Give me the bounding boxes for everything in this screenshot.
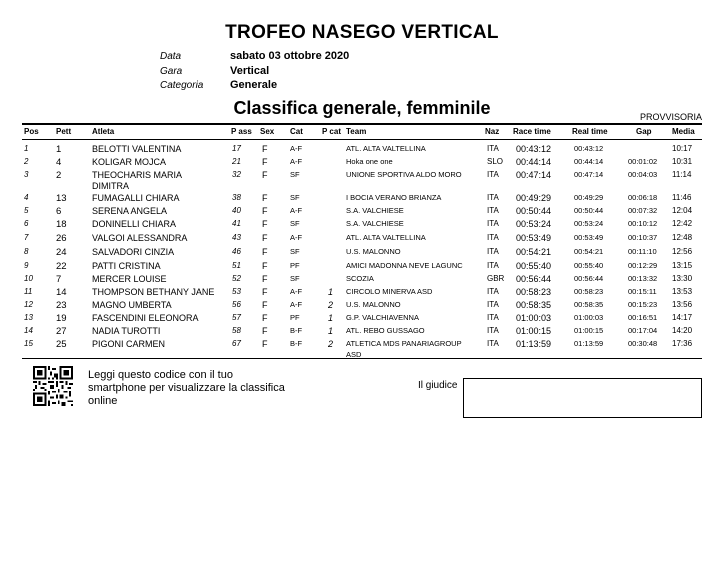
- cell-pos: 13: [24, 313, 33, 322]
- cell-real-time: 00:54:21: [574, 247, 604, 256]
- cell-gap: 00:17:04: [628, 326, 658, 335]
- cell-naz: ITA: [487, 206, 499, 215]
- cell-pett: 26: [56, 233, 67, 244]
- cell-media: 10:17: [672, 144, 693, 153]
- cell-pass: 21: [232, 157, 241, 166]
- cell-real-time: 00:49:29: [574, 193, 604, 202]
- cell-media: 12:42: [672, 219, 693, 228]
- table-row: [0, 313, 724, 325]
- cell-naz: ITA: [487, 170, 499, 179]
- cell-race-time: 00:58:23: [516, 287, 552, 297]
- qr-instructions: Leggi questo codice con il tuo smartphone per visualizzare la classifica online: [88, 369, 285, 407]
- cell-atleta: SERENA ANGELA: [92, 206, 168, 216]
- cell-pos: 1: [24, 144, 29, 153]
- table-row: [0, 287, 724, 299]
- cell-real-time: 00:55:40: [574, 261, 604, 270]
- cell-pcat: 1: [328, 326, 334, 336]
- cell-pos: 2: [24, 157, 29, 166]
- cell-cat: SF: [290, 274, 300, 283]
- cell-race-time: 00:54:21: [516, 247, 552, 257]
- cell-team: U.S. MALONNO: [346, 247, 401, 256]
- cell-real-time: 00:56:44: [574, 274, 604, 283]
- cell-race-time: 00:43:12: [516, 144, 552, 154]
- cell-cat: SF: [290, 219, 300, 228]
- cell-cat: PF: [290, 261, 300, 270]
- cell-pass: 41: [232, 219, 241, 228]
- cell-team: U.S. MALONNO: [346, 300, 401, 309]
- cell-atleta: THEOCHARIS MARIA: [92, 170, 183, 180]
- table-row: [0, 193, 724, 205]
- cell-cat: SF: [290, 193, 300, 202]
- cell-media: 13:30: [672, 274, 693, 283]
- meta-label-categoria: Categoria: [160, 80, 204, 91]
- divider-bottom: [22, 358, 702, 359]
- meta-value-categoria: Generale: [230, 79, 278, 91]
- cell-cat: A-F: [290, 206, 303, 215]
- cell-gap: 00:11:10: [628, 247, 657, 256]
- table-row: [0, 144, 724, 156]
- column-header-sex: Sex: [260, 127, 275, 136]
- cell-naz: ITA: [487, 233, 499, 242]
- cell-real-time: 00:53:24: [574, 219, 604, 228]
- section-title: Classifica generale, femminile: [233, 98, 491, 118]
- cell-media: 12:04: [672, 206, 693, 215]
- cell-race-time: 00:55:40: [516, 261, 552, 271]
- cell-media: 10:31: [672, 157, 693, 166]
- cell-media: 13:15: [672, 261, 693, 270]
- cell-real-time: 00:58:23: [574, 287, 604, 296]
- cell-naz: ITA: [487, 339, 499, 348]
- cell-real-time: 01:00:03: [574, 313, 604, 322]
- table-row: [0, 274, 724, 286]
- column-header-real-time: Real time: [572, 127, 608, 136]
- column-header-pass: P ass: [231, 127, 252, 136]
- cell-race-time: 00:53:24: [516, 219, 552, 229]
- meta-label-data: Data: [160, 51, 182, 62]
- table-row: [0, 247, 724, 259]
- cell-real-time: 01:00:15: [574, 326, 604, 335]
- cell-real-time: 00:43:12: [574, 144, 604, 153]
- cell-pass: 40: [232, 206, 241, 215]
- cell-cat: B-F: [290, 326, 303, 335]
- cell-team: S.A. VALCHIESE: [346, 206, 404, 215]
- cell-pass: 32: [232, 170, 241, 179]
- cell-naz: ITA: [487, 300, 499, 309]
- cell-pcat: 1: [328, 313, 334, 323]
- cell-media: 11:14: [672, 170, 692, 179]
- cell-team: AMICI MADONNA NEVE LAGUNC: [346, 261, 463, 270]
- column-header-naz: Naz: [485, 127, 500, 136]
- cell-cat: SF: [290, 170, 300, 179]
- cell-naz: ITA: [487, 287, 499, 296]
- cell-race-time: 01:13:59: [516, 339, 552, 349]
- cell-pett: 25: [56, 339, 67, 350]
- cell-atleta: BELOTTI VALENTINA: [92, 144, 182, 154]
- cell-pos: 14: [24, 326, 33, 335]
- cell-sex: F: [262, 170, 268, 180]
- cell-pos: 5: [24, 206, 29, 215]
- column-header-team: Team: [346, 127, 367, 136]
- table-row: [0, 326, 724, 338]
- cell-race-time: 00:58:35: [516, 300, 552, 310]
- divider-top: [22, 123, 702, 125]
- cell-pass: 38: [232, 193, 241, 202]
- cell-gap: 00:10:12: [628, 219, 658, 228]
- cell-pcat: 2: [328, 300, 334, 310]
- cell-pos: 11: [24, 287, 33, 296]
- table-row: [0, 157, 724, 169]
- column-header-pcat: P cat: [322, 127, 341, 136]
- cell-sex: F: [262, 326, 268, 336]
- divider-header: [22, 139, 702, 140]
- cell-pass: 67: [232, 339, 241, 348]
- meta-value-data: sabato 03 ottobre 2020: [230, 50, 350, 62]
- cell-gap: 00:30:48: [628, 339, 658, 348]
- cell-team: UNIONE SPORTIVA ALDO MORO: [346, 170, 462, 179]
- cell-pett: 23: [56, 300, 67, 311]
- cell-naz: ITA: [487, 247, 499, 256]
- cell-team: G.P. VALCHIAVENNA: [346, 313, 419, 322]
- cell-cat: A-F: [290, 144, 303, 153]
- page-title: TROFEO NASEGO VERTICAL: [225, 22, 499, 43]
- cell-media: 14:17: [672, 313, 693, 322]
- cell-sex: F: [262, 274, 268, 284]
- cell-race-time: 00:49:29: [516, 193, 552, 203]
- cell-race-time: 01:00:15: [516, 326, 552, 336]
- cell-atleta: FASCENDINI ELEONORA: [92, 313, 199, 323]
- cell-pos: 6: [24, 219, 29, 228]
- cell-real-time: 01:13:59: [574, 339, 604, 348]
- cell-sex: F: [262, 206, 268, 216]
- cell-cat: A-F: [290, 157, 303, 166]
- cell-atleta: KOLIGAR MOJCA: [92, 157, 167, 167]
- cell-naz: GBR: [487, 274, 505, 283]
- cell-gap: 00:15:11: [628, 287, 657, 296]
- cell-pass: 57: [232, 313, 241, 322]
- cell-pass: 46: [232, 247, 241, 256]
- table-row: [0, 170, 724, 191]
- cell-team: ATL. ALTA VALTELLINA: [346, 144, 426, 153]
- qr-code-icon[interactable]: [33, 366, 73, 406]
- cell-media: 12:56: [672, 247, 693, 256]
- cell-sex: F: [262, 233, 268, 243]
- cell-media: 14:20: [672, 326, 693, 335]
- cell-media: 17:36: [672, 339, 693, 348]
- cell-pass: 56: [232, 300, 241, 309]
- cell-team: ATL. ALTA VALTELLINA: [346, 233, 426, 242]
- cell-atleta: PATTI CRISTINA: [92, 261, 161, 271]
- table-row: [0, 206, 724, 218]
- cell-pos: 15: [24, 339, 33, 348]
- cell-pett: 18: [56, 219, 67, 230]
- table-row: [0, 233, 724, 245]
- cell-pett: 7: [56, 274, 62, 285]
- cell-gap: 00:13:32: [628, 274, 658, 283]
- cell-media: 13:53: [672, 287, 693, 296]
- cell-pass: 43: [232, 233, 241, 242]
- cell-team: SCOZIA: [346, 274, 374, 283]
- cell-team: CIRCOLO MINERVA ASD: [346, 287, 433, 296]
- cell-team: ATLETICA MDS PANARIAGROUP: [346, 339, 462, 348]
- table-row: [0, 300, 724, 312]
- cell-atleta: FUMAGALLI CHIARA: [92, 193, 180, 203]
- meta-value-gara: Vertical: [230, 65, 270, 77]
- cell-naz: ITA: [487, 326, 499, 335]
- cell-pcat: 1: [328, 287, 334, 297]
- cell-pett: 27: [56, 326, 67, 337]
- cell-sex: F: [262, 339, 268, 349]
- cell-gap: 00:10:37: [628, 233, 658, 242]
- cell-pett: 19: [56, 313, 67, 324]
- cell-pett: 24: [56, 247, 67, 258]
- cell-team-continued: ASD: [346, 350, 362, 359]
- column-header-gap: Gap: [636, 127, 652, 136]
- cell-pett: 14: [56, 287, 67, 298]
- cell-pass: 52: [232, 274, 241, 283]
- cell-atleta: DONINELLI CHIARA: [92, 219, 177, 229]
- cell-team: S.A. VALCHIESE: [346, 219, 404, 228]
- cell-pos: 8: [24, 247, 29, 256]
- cell-atleta: MAGNO UMBERTA: [92, 300, 172, 310]
- cell-pass: 17: [232, 144, 241, 153]
- cell-team: ATL. REBO GUSSAGO: [346, 326, 425, 335]
- cell-gap: 00:15:23: [628, 300, 658, 309]
- cell-cat: A-F: [290, 300, 303, 309]
- cell-pos: 4: [24, 193, 29, 202]
- cell-pett: 22: [56, 261, 67, 272]
- cell-atleta: SALVADORI CINZIA: [92, 247, 175, 257]
- cell-atleta: MERCER LOUISE: [92, 274, 167, 284]
- column-header-pett: Pett: [56, 127, 72, 136]
- cell-pett: 1: [56, 144, 62, 155]
- cell-race-time: 00:50:44: [516, 206, 552, 216]
- cell-pett: 6: [56, 206, 62, 217]
- cell-gap: 00:04:03: [628, 170, 658, 179]
- cell-atleta: THOMPSON BETHANY JANE: [92, 287, 215, 297]
- cell-sex: F: [262, 261, 268, 271]
- cell-real-time: 00:50:44: [574, 206, 604, 215]
- judge-signature-box: [463, 378, 702, 418]
- cell-race-time: 00:53:49: [516, 233, 552, 243]
- cell-gap: 00:06:18: [628, 193, 658, 202]
- cell-pett: 13: [56, 193, 67, 204]
- cell-team: I BOCIA VERANO BRIANZA: [346, 193, 442, 202]
- cell-pos: 7: [24, 233, 29, 242]
- cell-naz: ITA: [487, 261, 499, 270]
- cell-cat: SF: [290, 247, 300, 256]
- cell-pass: 58: [232, 326, 241, 335]
- table-row: [0, 219, 724, 231]
- cell-gap: 00:16:51: [628, 313, 658, 322]
- cell-sex: F: [262, 313, 268, 323]
- cell-atleta: NADIA TUROTTI: [92, 326, 161, 336]
- cell-sex: F: [262, 300, 268, 310]
- cell-race-time: 00:47:14: [516, 170, 552, 180]
- cell-cat: B-F: [290, 339, 303, 348]
- cell-pett: 4: [56, 157, 62, 168]
- cell-real-time: 00:44:14: [574, 157, 604, 166]
- cell-pass: 51: [232, 261, 241, 270]
- cell-cat: PF: [290, 313, 300, 322]
- cell-real-time: 00:58:35: [574, 300, 604, 309]
- cell-media: 12:48: [672, 233, 693, 242]
- cell-cat: A-F: [290, 287, 303, 296]
- cell-media: 13:56: [672, 300, 693, 309]
- cell-pcat: 2: [328, 339, 334, 349]
- table-row: [0, 339, 724, 359]
- cell-naz: ITA: [487, 313, 499, 322]
- cell-sex: F: [262, 193, 268, 203]
- cell-pos: 9: [24, 261, 29, 270]
- status-label: PROVVISORIA: [639, 112, 702, 122]
- cell-pos: 12: [24, 300, 33, 309]
- cell-sex: F: [262, 287, 268, 297]
- cell-sex: F: [262, 144, 268, 154]
- cell-cat: A-F: [290, 233, 303, 242]
- cell-naz: ITA: [487, 193, 499, 202]
- cell-team: Hoka one one: [346, 157, 393, 166]
- table-row: [0, 261, 724, 273]
- meta-label-gara: Gara: [160, 66, 183, 77]
- column-header-cat: Cat: [290, 127, 303, 136]
- cell-pos: 10: [24, 274, 33, 283]
- cell-pos: 3: [24, 170, 29, 179]
- cell-real-time: 00:53:49: [574, 233, 604, 242]
- cell-real-time: 00:47:14: [574, 170, 604, 179]
- judge-label: Il giudice: [418, 380, 458, 391]
- cell-naz: SLO: [487, 157, 504, 166]
- cell-race-time: 00:44:14: [516, 157, 552, 167]
- cell-race-time: 00:56:44: [516, 274, 552, 284]
- cell-sex: F: [262, 247, 268, 257]
- cell-race-time: 01:00:03: [516, 313, 552, 323]
- cell-pett: 2: [56, 170, 62, 181]
- cell-naz: ITA: [487, 219, 499, 228]
- cell-gap: 00:01:02: [628, 157, 658, 166]
- column-header-media: Media: [672, 127, 695, 136]
- cell-pass: 53: [232, 287, 241, 296]
- column-header-race-time: Race time: [513, 127, 551, 136]
- cell-atleta: VALGOI ALESSANDRA: [92, 233, 188, 243]
- cell-naz: ITA: [487, 144, 499, 153]
- cell-sex: F: [262, 219, 268, 229]
- cell-atleta: PIGONI CARMEN: [92, 339, 166, 349]
- cell-gap: 00:12:29: [628, 261, 658, 270]
- cell-atleta-continued: DIMITRA: [92, 181, 129, 191]
- cell-media: 11:46: [672, 193, 692, 202]
- column-header-pos: Pos: [24, 127, 39, 136]
- cell-sex: F: [262, 157, 268, 167]
- column-header-atleta: Atleta: [92, 127, 115, 136]
- cell-gap: 00:07:32: [628, 206, 658, 215]
